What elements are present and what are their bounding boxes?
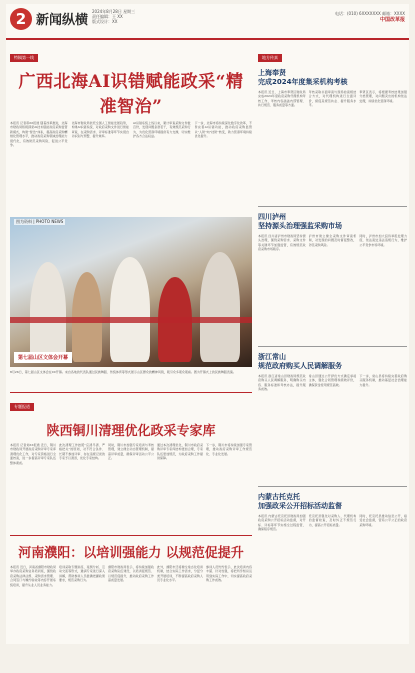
header-meta xyxy=(92,9,135,24)
side-article-column: 下一步，常山县将持续完善政府购买服务机制，推动基层社会治理能力提升。 xyxy=(359,374,407,387)
side-headline: 四川泸州 坚持源头治理强监采购市场 xyxy=(258,213,342,230)
side-article-column: 本报讯 四川省泸州市财政局坚持源头治理，围绕采购需求、采购文件等关键环节加强监管，有效规范政府采购市场秩序。 xyxy=(258,234,306,252)
news-photo xyxy=(10,217,252,367)
article-column: 通过本次清理优化，铜川市政府采购评审专家库结构更加合理，专家队伍更加规范，为政府采购工作提供保障。 xyxy=(157,443,203,461)
page-number-badge: 2 xyxy=(10,8,32,30)
photo-caption-box: 第七届山区文体会开幕 xyxy=(14,352,72,363)
section-divider xyxy=(10,392,252,393)
header-meta-line: 版式设计：XX xyxy=(92,19,118,24)
side-article-column: 奉贤区表示，将根据考核结果加强分类管理，对问题突出的机构依法处理，持续优化营商环境。 xyxy=(359,90,407,103)
article-column: 下一步，北海市将持续深化数字化改革，不断完善AI识错功能，推动政府采购监管从“人防”向“技防”转变，助力营商环境持续优化提升。 xyxy=(194,121,252,139)
side-article-column: 本报讯 近日，上海市奉贤区财政局完成2024年度政府采购代理机构考核工作，考核内容涵盖内部管理、执行规范、服务质量等方面。 xyxy=(258,90,306,108)
performer-figure xyxy=(200,252,240,362)
side-article-body xyxy=(258,234,407,342)
article-headline: 陕西铜川清理优化政采专家库 xyxy=(46,424,216,439)
article-column: AI识错系统上线以来，累计审查采购文件数百份，发现问题条款若干，有效规范采购行为，为优化营商环境提供有力支撑，切实维护各方合法权益。 xyxy=(133,121,191,139)
newspaper-page xyxy=(6,4,409,644)
photo-caption: 8月26日，第七届山区文体会在XX开幕。来自各地的代表队通过民族舞蹈、传统体育等形式展示山区群众的精神风貌，吸引众多观众观看。图为开幕式上的民族舞蹈表演。 xyxy=(10,370,236,374)
side-article-column: 本报讯 内蒙古托克托县财政局加强政府采购公开招标活动监督，对开标、评标等环节实施全过程监管，确保程序规范。 xyxy=(258,514,306,532)
side-divider xyxy=(258,206,407,207)
side-headline: 浙江常山 规范政府购买人民调解服务 xyxy=(258,353,342,370)
article-column: 此外，濮阳市还将健全常态化培训机制，结合实际工作需求，分层分类开展培训，不断提高政府采购人员专业化水平。 xyxy=(157,565,203,583)
header-contact: 电话：(010) 6XXXXXXX 邮箱：XXXX xyxy=(335,11,405,16)
side-article-body xyxy=(258,90,407,202)
photo-label: 图为资料 | PHOTO NEWS xyxy=(16,219,64,224)
article-column: 同时，铜川市加强专家培训与考核管理，建立健全动态管理机制，提高评审质量，确保评审活动公平公正。 xyxy=(108,443,154,461)
article-body xyxy=(10,443,252,531)
article-column: 本报讯 记者莫XX报道 随着改革推进，北海市财政局积极探索AI技术赋能政府采购监管新模式，构建“智治”体系，提高政府采购精细化管理水平，推动政府采购领域治理能力现代化，有效防范采购风险，促进公平竞争。 xyxy=(10,121,68,148)
side-divider xyxy=(258,486,407,487)
section-divider xyxy=(10,535,252,536)
article-column: 濮阳市财政局表示，将持续加强政府采购队伍建设，以培训促规范、以规范促提升，推动政府采购工作高质量发展。 xyxy=(108,565,154,583)
side-column xyxy=(258,44,407,622)
article-column: 参训人员纷纷表示，此次培训内容丰富、针对性强，将把所学知识运用到实际工作中，切实提高政府采购工作质效。 xyxy=(206,565,252,583)
main-headline: 广西北海AI识错赋能政采“精准智治” xyxy=(18,72,244,117)
red-sash-band xyxy=(10,317,252,323)
side-tag: 地方传真 xyxy=(258,54,282,62)
header-right xyxy=(335,11,405,23)
side-article-column: 常山县通过公开择优方式确定承接主体，强化合同管理和绩效评价，确保资金使用规范高效。 xyxy=(308,374,357,387)
article-tag: 特稿第一线 xyxy=(10,54,38,62)
side-divider xyxy=(258,346,407,347)
side-article-column: 同时，泸州市加大投诉举报处理力度，依法查处违法违规行为，维护公平竞争市场环境。 xyxy=(359,234,407,247)
performer-figure xyxy=(110,257,150,362)
side-headline: 内蒙古托克托 加强政采公开招标活动监督 xyxy=(258,493,342,510)
article-column: 下一步，铜川市将持续加强专家管理，推动政府采购评审工作规范化、专业化发展。 xyxy=(206,443,252,456)
side-article-column: 同时，托克托县推动信息公开，接受社会监督，营造公平公正的政府采购环境。 xyxy=(359,514,407,527)
side-headline: 上海奉贤 完成2024年度集采机构考核 xyxy=(258,69,348,86)
section-title: 新闻纵横 xyxy=(36,13,89,28)
side-article-column: 本报讯 浙江省常山县财政局规范政府购买人民调解服务，明确购买内容、服务标准和考核办法，提升服务质效。 xyxy=(258,374,306,392)
article-column: 培训采取专题讲座、案例分析、互动交流等形式，邀请专家进行深入讲解，帮助参训人员准确把握政策要求，规范采购行为。 xyxy=(59,565,105,583)
header-meta-line: 2024年8月28日 星期三 xyxy=(92,9,136,14)
side-article-body xyxy=(258,514,407,622)
article-tag: 专题报道 xyxy=(10,403,34,411)
performer-figure xyxy=(30,262,66,362)
side-article-column: 考核采取书面审查与现场检查相结合方式，对代理机构进行全面评价，督促其规范执业、提升服务水平。 xyxy=(308,90,357,108)
article-headline: 河南濮阳：以培训强能力 以规范促提升 xyxy=(18,546,244,561)
header-meta-line: 责任编辑：王 XX xyxy=(92,14,123,19)
side-article-body xyxy=(258,374,407,482)
side-article-column: 托克托县强化对采购人、代理机构的监督检查，及时纠正不规范行为，提高公开招标质量。 xyxy=(308,514,357,527)
masthead xyxy=(6,4,409,40)
article-column: 此次清理工作按照“应清尽清、严格把关”的原则，对不符合条件、长期不参加评审、存在违规记录的专家予以清退，优化专家结构。 xyxy=(59,443,105,461)
lead-article-body xyxy=(10,121,252,211)
side-article-column: 泸州市建立健全采购文件审查机制，对发现的问题及时督促整改，防范采购风险。 xyxy=(308,234,357,247)
header-brand: 中国改革报 xyxy=(379,17,405,23)
article-column: 本报讯 记者刘XX报道 近日，铜川市财政局开展政府采购评审专家库清理优化工作，对专家资格进行全面核查，进一步提高评审专家队伍整体素质。 xyxy=(10,443,56,465)
main-column xyxy=(10,44,252,673)
article-column: 本报讯 近日，河南省濮阳市财政局举办政府采购业务培训班，围绕政府采购法律法规、采购需求管理、合同签订与履约验收等内容开展系统培训，提升从业人员业务能力。 xyxy=(10,565,56,587)
article-column: 北海市财政局依托全国人工智能发展趋势，构建AI识错系统，对政府采购文件进行智能审查，在采购需求、评审标准等环节实现自动识别与预警，提升效率。 xyxy=(71,121,129,139)
article-body xyxy=(10,565,252,673)
